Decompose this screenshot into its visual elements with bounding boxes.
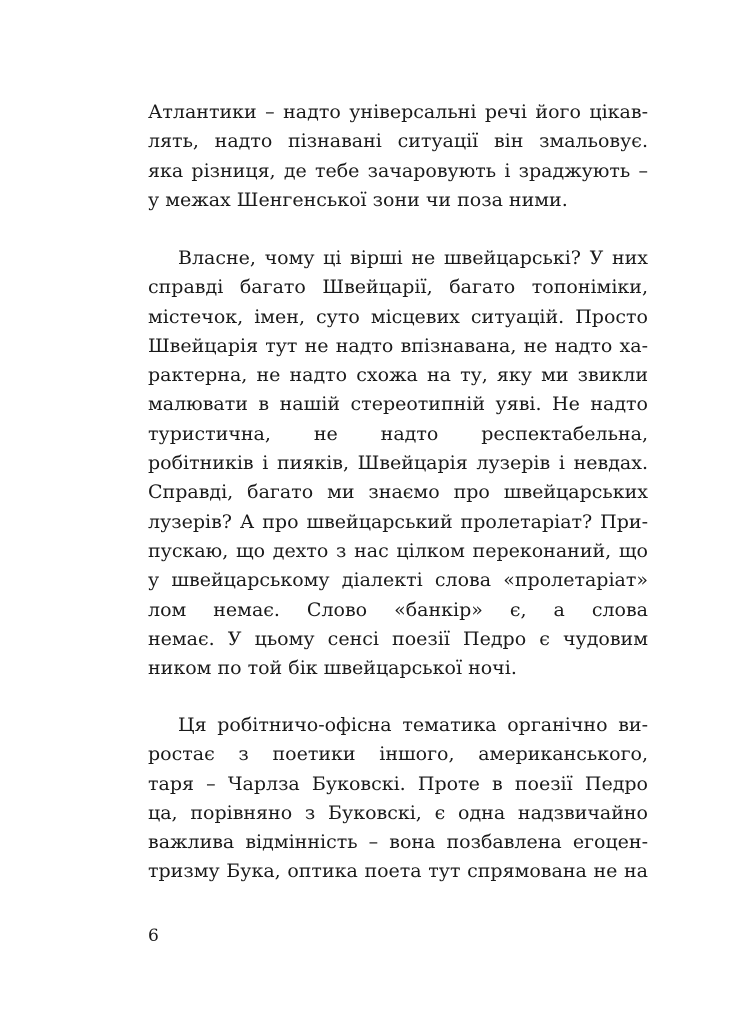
text-line: містечок, імен, суто місцевих ситуацій. Просто <box>148 305 648 328</box>
page-number: 6 <box>148 926 159 946</box>
text-line: робітників і пияків, Швейцарія лузерів і невдах. <box>148 452 648 475</box>
text-line: Власне, чому ці вірші не швейцарські? У них <box>178 247 648 269</box>
text-line: тризму Бука, оптика поета тут спрямована не на <box>148 860 648 883</box>
text-line: яка різниця, де тебе зачаровують і зраджують – <box>148 159 648 182</box>
paragraph-1 <box>148 98 648 215</box>
text-line: у межах Шенгенської зони чи поза ними. <box>148 188 568 211</box>
text-line: туристична, не надто респектабельна, <box>148 422 648 445</box>
text-line: немає. У цьому сенсі поезії Педро є чудовим <box>148 627 648 650</box>
text-line: ником по той бік швейцарської ночі. <box>148 657 517 680</box>
text-line: малювати в нашій стереотипній уяві. Не надто <box>148 393 648 416</box>
paragraph-3 <box>148 711 648 887</box>
text-line: Атлантики – надто універсальні речі його цікав- <box>148 101 648 123</box>
text-line: справді багато Швейцарії, багато топоніміки, <box>148 276 648 299</box>
text-line: ца, порівняно з Буковскі, є одна надзвичайно <box>148 801 648 824</box>
text-line: ростає з поетики іншого, американського, <box>148 743 648 766</box>
text-line: пускаю, що дехто з нас цілком переконаний, що <box>148 539 648 562</box>
text-line: Швейцарія тут не надто впізнавана, не надто ха- <box>148 334 648 357</box>
text-line: важлива відмінність – вона позбавлена егоцен- <box>148 831 648 854</box>
text-line: лузерів? А про швейцарський пролетаріат? При- <box>148 510 648 533</box>
text-line: у швейцарському діалекті слова «пролетаріат» <box>148 569 648 592</box>
text-line: лять, надто пізнавані ситуації він змальовує. <box>148 130 648 153</box>
text-line: Ця робітничо-офісна тематика органічно ви- <box>178 714 648 736</box>
text-line: лом немає. Слово «банкір» є, а слова <box>148 598 648 621</box>
text-line: таря – Чарлза Буковскі. Проте в поезії Педро <box>148 772 648 795</box>
paragraph-2 <box>148 244 648 683</box>
text-line: рактерна, не надто схожа на ту, яку ми звикли <box>148 364 648 387</box>
text-line: Справді, багато ми знаємо про швейцарських <box>148 481 648 504</box>
